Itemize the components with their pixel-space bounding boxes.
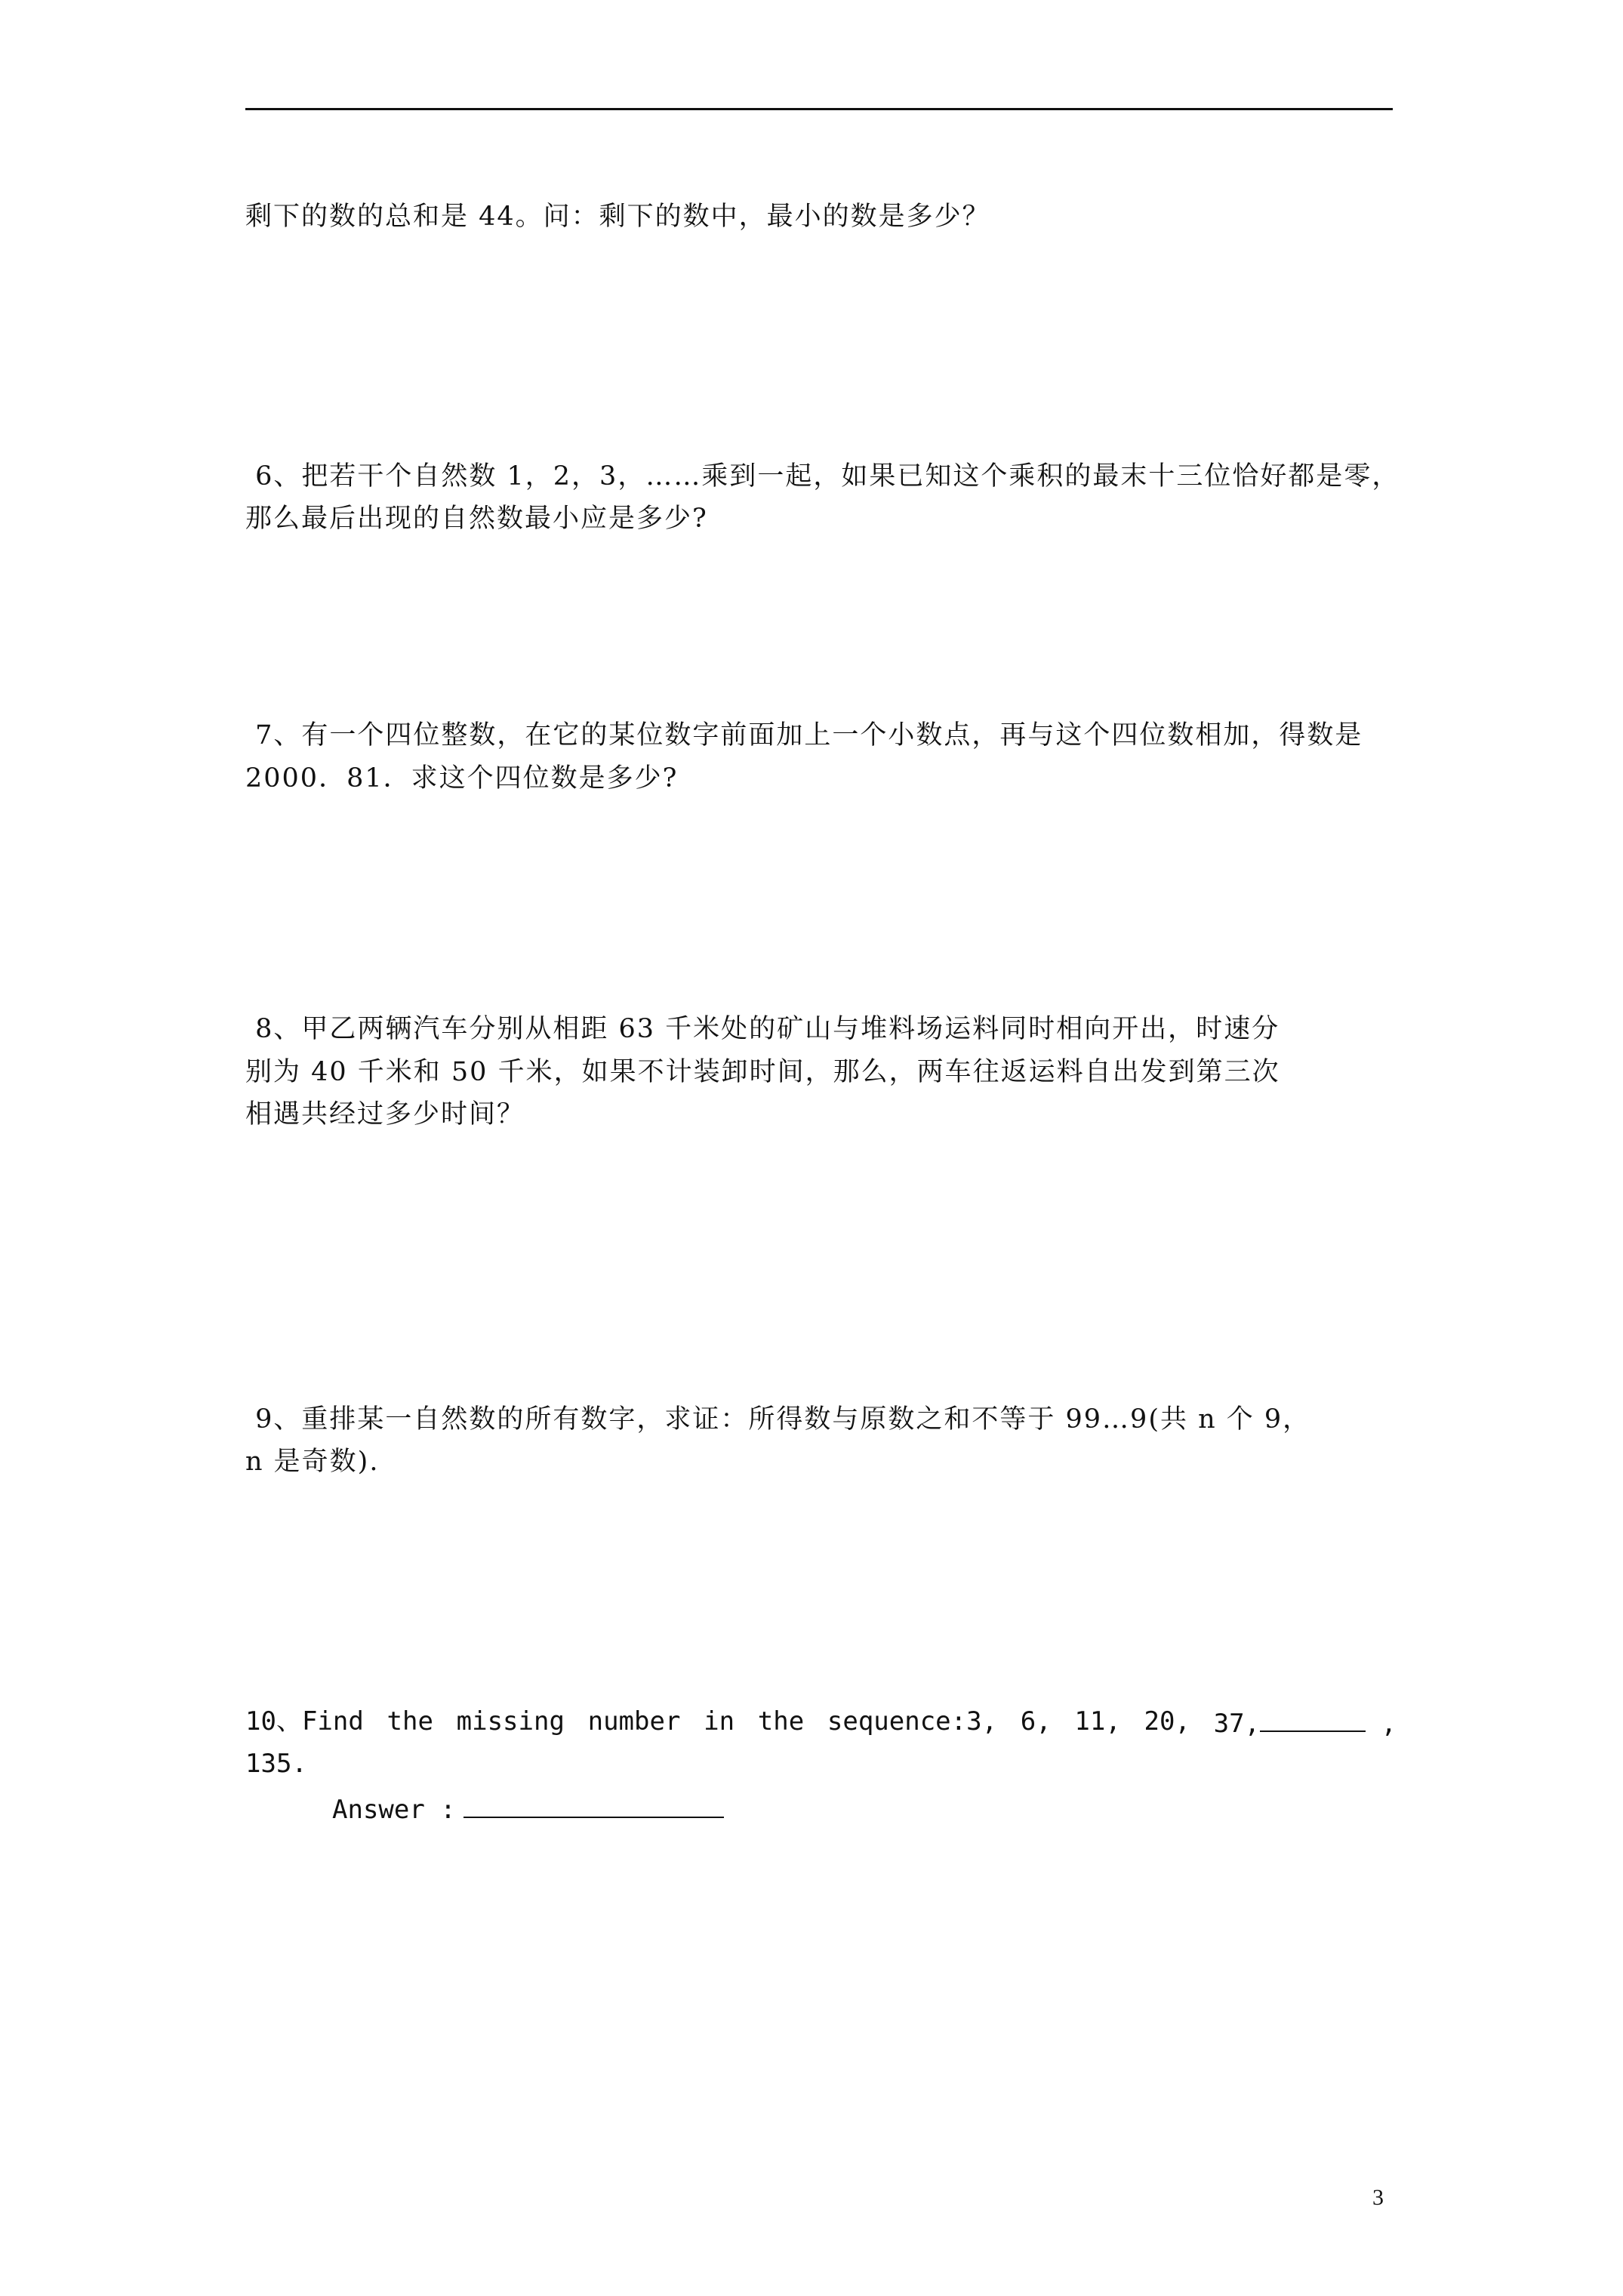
question-10-line-2 (245, 1747, 1397, 1780)
question-10-line-1 (245, 1705, 1397, 1740)
answer-line (332, 1791, 724, 1826)
question-8-line-3: 相遇共经过多少时间？ (245, 1099, 525, 1130)
question-6-line-2: 那么最后出现的自然数最小应是多少? (245, 504, 708, 534)
q10-last (1214, 1705, 1397, 1740)
q10-word: 20, (1144, 1706, 1190, 1737)
q10-word: the (387, 1706, 433, 1737)
question-5-continuation: 剩下的数的总和是 44。问：剩下的数中，最小的数是多少？ (245, 202, 990, 232)
q10-word: sequence:3, (827, 1706, 998, 1737)
sequence-blank[interactable] (1260, 1705, 1366, 1732)
q10-tail: , (1366, 1709, 1397, 1739)
page-number: 3 (1372, 2185, 1384, 2210)
answer-label: Answer : (332, 1795, 456, 1825)
q10-word: 11, (1074, 1706, 1121, 1737)
question-9-line-2: n 是奇数). (245, 1447, 380, 1477)
question-8-line-1: 8、甲乙两辆汽车分别从相距 63 千米处的矿山与堆料场运料同时相向开出，时速分 (245, 1014, 1280, 1044)
q10-word: the (757, 1706, 805, 1737)
question-8-line-2: 别为 40 千米和 50 千米，如果不计装卸时间，那么，两车往返运料自出发到第三次 (245, 1057, 1280, 1087)
q10-word: 10、Find (245, 1706, 364, 1737)
question-9-line-1: 9、重排某一自然数的所有数字，求证：所得数与原数之和不等于 99…9(共 n 个 9， (245, 1404, 1311, 1435)
question-6-line-1: 6、把若干个自然数 1，2，3，……乘到一起，如果已知这个乘积的最末十三位恰好都是零， (245, 461, 1400, 492)
q10-line-2-text: 135. (245, 1749, 307, 1779)
q10-word: number (587, 1706, 681, 1737)
q10-word: 6, (1020, 1706, 1052, 1737)
question-7-line-2: 2000．81．求这个四位数是多少? (245, 763, 679, 794)
answer-blank[interactable] (463, 1791, 724, 1818)
header-rule (245, 108, 1393, 110)
q10-word: 37, (1213, 1709, 1261, 1739)
q10-word: missing (456, 1706, 565, 1737)
question-7-line-1: 7、有一个四位整数，在它的某位数字前面加上一个小数点，再与这个四位数相加，得数是 (245, 720, 1363, 750)
q10-word: in (704, 1706, 735, 1737)
